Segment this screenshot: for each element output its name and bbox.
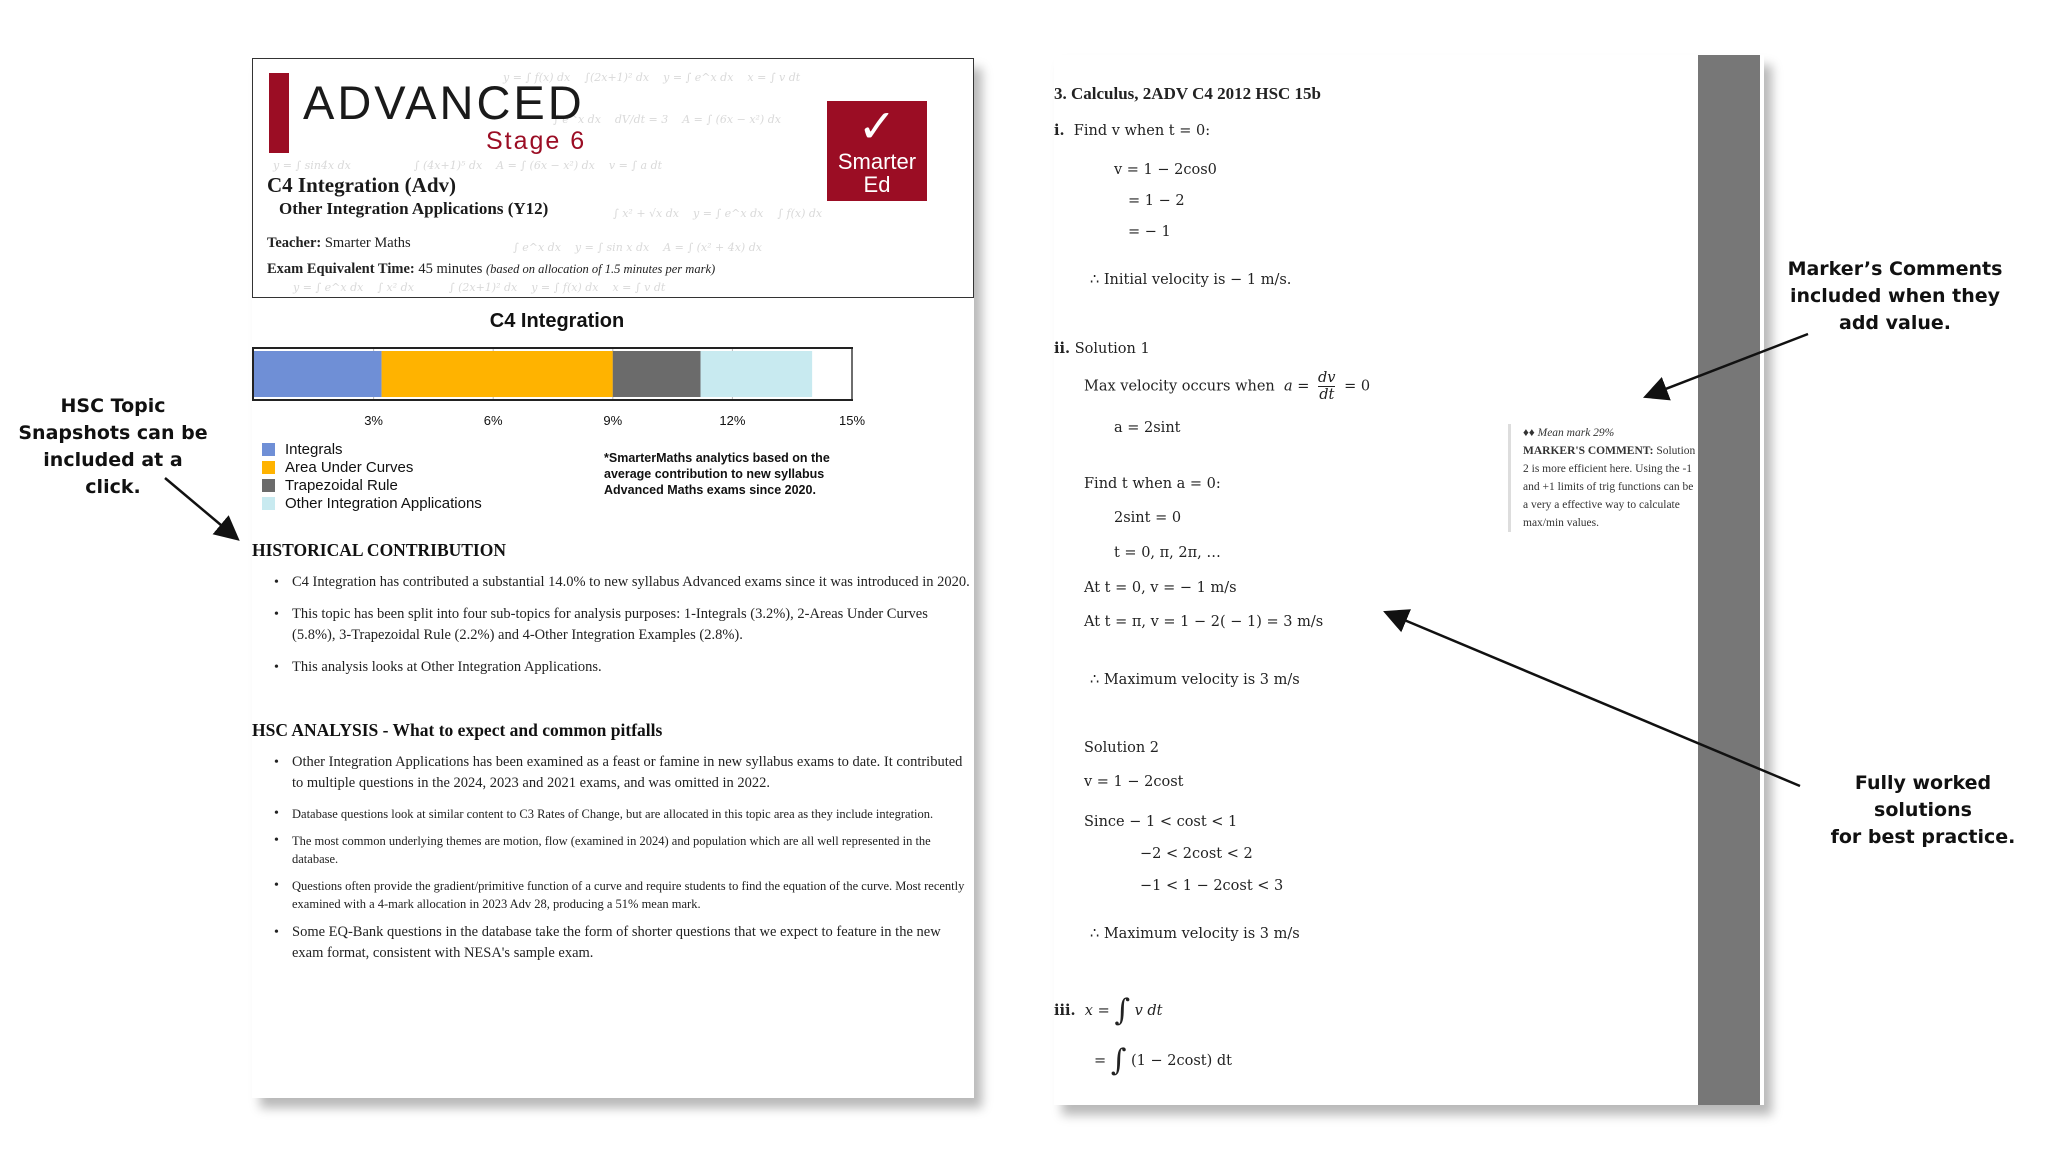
solution-line: Find t when a = 0: <box>1084 476 1221 492</box>
callout-line: Marker’s Comments <box>1787 258 2003 280</box>
callout-line: included at a click. <box>43 449 183 498</box>
callout-line: Snapshots can be <box>18 422 208 444</box>
solution-line: = − 1 <box>1128 224 1171 240</box>
solution-line: −1 < 1 − 2cost < 3 <box>1140 878 1284 894</box>
formula-background: y = ∫ e^x dx ∫ x² dx ∫ (2x+1)² dx y = ∫ f(x) dx x = ∫ v dt <box>293 281 666 294</box>
formula-background: ∫ e^x dx dV/dt = 3 A = ∫ (6x − x²) dx <box>553 113 781 126</box>
formula-background: ∫ e^x dx y = ∫ sin x dx A = ∫ (x² + 4x) dx <box>513 241 762 254</box>
teacher-value: Smarter Maths <box>324 235 411 251</box>
max-velocity-text: Max velocity occurs when <box>1084 378 1275 395</box>
historical-heading: HISTORICAL CONTRIBUTION <box>252 540 506 560</box>
marker-comment-text: Solution 2 is more efficient here. Using the -1 and +1 limits of trig functions can be a very a effective way to calculate max/min values. <box>1523 445 1696 529</box>
tick-label: 15% <box>838 413 866 428</box>
logo-text-line1: Smarter <box>837 149 917 174</box>
brand-subtitle: Stage 6 <box>486 127 587 155</box>
solution-2-label: Solution 2 <box>1084 740 1160 756</box>
tick-label: 12% <box>719 413 746 428</box>
list-item: • This analysis looks at Other Integration Applications. <box>272 657 972 678</box>
list-item: • Questions often provide the gradient/primitive function of a curve and require students to find the equation of the curve. Most recently examined with a 4-mark allocation in 2023 Adv 28, producing a 51% mean mark. <box>272 877 972 913</box>
exam-time-label: Exam Equivalent Time: <box>267 261 415 277</box>
exam-time-value: 45 minutes <box>418 261 483 277</box>
solution-line: a = 2sint <box>1114 420 1181 436</box>
equals-zero: = 0 <box>1344 378 1371 395</box>
fraction-numerator: dv <box>1318 370 1336 386</box>
equals: = <box>1094 1053 1107 1069</box>
x-equals: x = <box>1084 1003 1110 1019</box>
solution-line: 2sint = 0 <box>1114 510 1182 526</box>
solution-line: t = 0, π, 2π, … <box>1114 545 1221 561</box>
part-iii-label: iii. <box>1054 1002 1076 1019</box>
tick-label: 3% <box>364 413 383 428</box>
analysis-heading: HSC ANALYSIS - What to expect and common pitfalls <box>252 720 663 740</box>
tick-label: 6% <box>483 413 503 428</box>
part-ii-label: ii. <box>1054 340 1071 357</box>
callout-line: HSC Topic <box>60 395 166 417</box>
legend-label: Integrals <box>285 440 343 458</box>
list-item: • The most common underlying themes are motion, flow (examined in 2024) and population which are all well represented in the database. <box>272 832 972 868</box>
formula-background: y = ∫ sin4x dx ∫ (4x+1)⁵ dx A = ∫ (6x − x²) dx v = ∫ a dt <box>273 159 663 172</box>
arrow-icon <box>1390 614 1800 786</box>
formula-background: ∫ x² + √x dx y = ∫ e^x dx ∫ f(x) dx <box>613 207 823 220</box>
part-i-text: Find v when t = 0: <box>1073 123 1211 139</box>
part-i-label: i. <box>1054 122 1065 139</box>
callout-line: add value. <box>1839 312 1951 334</box>
solution-conclusion: ∴ Maximum velocity is 3 m/s <box>1090 672 1300 688</box>
list-item: • C4 Integration has contributed a substantial 14.0% to new syllabus Advanced exams since it was introduced in 2020. <box>272 572 972 593</box>
question-heading: 3. Calculus, 2ADV C4 2012 HSC 15b <box>1054 84 1322 103</box>
legend-label: Other Integration Applications <box>285 494 482 512</box>
arrow-icon <box>1650 334 1808 395</box>
logo-text-line2: Ed <box>863 172 891 197</box>
course-title: C4 Integration (Adv) <box>267 173 456 197</box>
marker-comment-label: MARKER'S COMMENT: <box>1523 445 1654 457</box>
list-item: • Some EQ-Bank questions in the database take the form of shorter questions that we expect to feature in the new exam format, consistent with NESA's sample exam. <box>272 922 972 964</box>
list-item: • This topic has been split into four sub-topics for analysis purposes: 1-Integrals (3.2%), 2-Areas Under Curves (5.8%), 3-Trapezoidal Rule (2.2%) and 4-Other Integration Examples (2.8%). <box>272 604 972 646</box>
teacher-label: Teacher: <box>267 235 322 251</box>
a-equals: a = <box>1283 378 1310 395</box>
chart-title: C4 Integration <box>489 310 625 332</box>
solution-line: v = 1 − 2cost <box>1084 774 1184 790</box>
callout-line: Fully worked solutions <box>1854 772 1992 821</box>
fraction-denominator: dt <box>1319 387 1335 403</box>
solution-line: −2 < 2cost < 2 <box>1140 846 1253 862</box>
solution-1-label: Solution 1 <box>1074 341 1150 357</box>
callout-line: included when they <box>1789 285 2001 307</box>
callout-line: for best practice. <box>1830 826 2016 848</box>
solution-line: At t = π, v = 1 − 2( − 1) = 3 m/s <box>1084 614 1324 630</box>
solution-line: = 1 − 2 <box>1128 193 1185 209</box>
solution-line: Since − 1 < cost < 1 <box>1084 814 1238 830</box>
solution-conclusion: ∴ Maximum velocity is 3 m/s <box>1090 926 1300 942</box>
course-subtitle: Other Integration Applications (Y12) <box>279 199 549 218</box>
tick-label: 9% <box>603 413 623 428</box>
list-item: • Other Integration Applications has been examined as a feast or famine in new syllabus exams to date. It contributed to multiple questions in the 2024, 2023 and 2021 exams, and was omitted in 2022. <box>272 752 972 794</box>
integrand: (1 − 2cost) dt <box>1131 1053 1232 1069</box>
solution-line: v = 1 − 2cos0 <box>1114 162 1217 178</box>
solution-conclusion: ∴ Initial velocity is − 1 m/s. <box>1090 272 1292 288</box>
analytics-note: *SmarterMaths analytics based on the average contribution to new syllabus Advanced Maths exams since 2020. <box>604 451 830 497</box>
mean-mark: ♦♦ Mean mark 29% <box>1523 427 1615 439</box>
check-icon: ✓ <box>857 100 897 152</box>
list-item: • Database questions look at similar content to C3 Rates of Change, but are allocated in this topic area as they include integration. <box>272 805 972 823</box>
formula-background: y = ∫ f(x) dx ∫(2x+1)² dx y = ∫ e^x dx x = ∫ v dt <box>503 71 801 84</box>
solution-line: At t = 0, v = − 1 m/s <box>1084 580 1237 596</box>
integral-sign: ∫ <box>1110 1043 1127 1078</box>
brand-title: ADVANCED <box>303 76 585 129</box>
exam-time-note: (based on allocation of 1.5 minutes per mark) <box>486 262 716 276</box>
arrow-icon <box>165 478 234 536</box>
legend-label: Area Under Curves <box>285 458 414 476</box>
legend-label: Trapezoidal Rule <box>285 476 398 494</box>
integrand: v dt <box>1134 1003 1163 1019</box>
integral-sign: ∫ <box>1114 993 1130 1028</box>
